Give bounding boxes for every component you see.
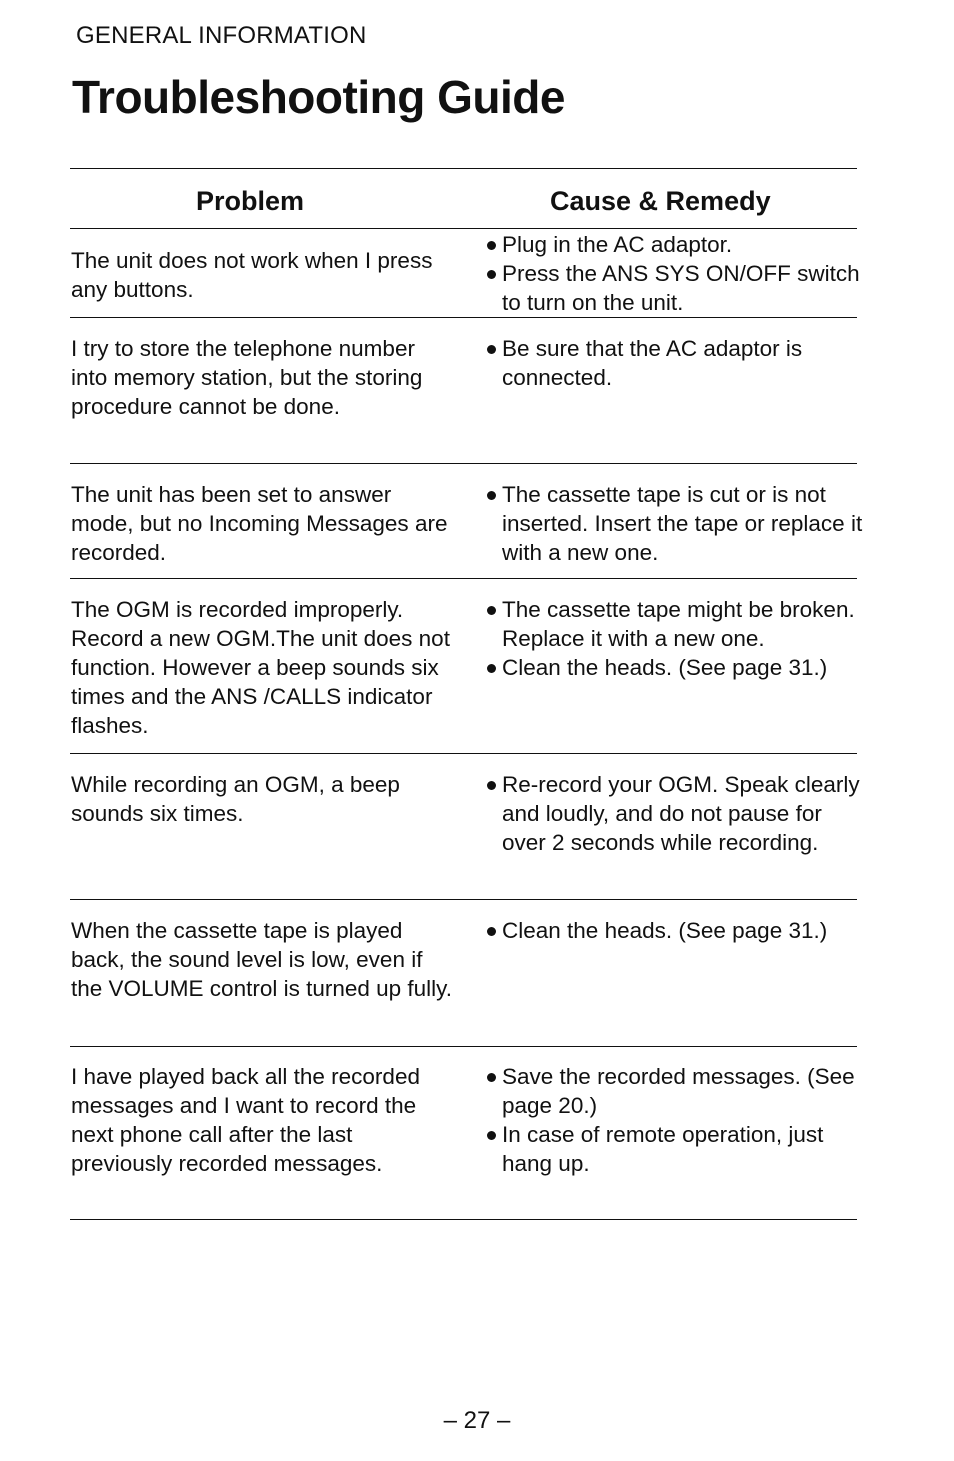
- problem-cell: When the cassette tape is played back, the sound level is low, even if the VOLUME control is turned up fully.: [71, 918, 453, 1001]
- table-row: [70, 229, 860, 317]
- problem-cell: The unit has been set to answer mode, but no Incoming Messages are recorded.: [71, 482, 448, 565]
- cause-remedy-column-header: Cause & Remedy: [550, 186, 771, 216]
- problem-cell: While recording an OGM, a beep sounds six times.: [71, 772, 400, 826]
- remedy-cell: [485, 916, 865, 945]
- page-number: – 27 –: [443, 1407, 511, 1434]
- table-header-row: [70, 169, 857, 228]
- table-row: [70, 900, 857, 1046]
- remedy-cell: [485, 334, 865, 392]
- remedy-cell: [485, 480, 865, 567]
- problem-cell: The unit does not work when I press any buttons.: [71, 248, 433, 302]
- remedy-item: Clean the heads. (See page 31.): [485, 653, 865, 682]
- remedy-item: The cassette tape might be broken. Replace it with a new one.: [485, 595, 865, 653]
- problem-cell: I try to store the telephone number into memory station, but the storing procedure cannot be done.: [71, 336, 423, 419]
- remedy-item: Re-record your OGM. Speak clearly and loudly, and do not pause for over 2 seconds while recording.: [485, 770, 865, 857]
- table-row: [70, 318, 857, 463]
- problem-column-header: Problem: [196, 186, 305, 216]
- table-bottom-rule: [70, 1219, 857, 1220]
- remedy-item: Save the recorded messages. (See page 20.): [485, 1062, 865, 1120]
- remedy-item: In case of remote operation, just hang up.: [485, 1120, 865, 1178]
- troubleshooting-table: [70, 168, 863, 1220]
- table-row: [70, 579, 857, 753]
- remedy-item: Press the ANS SYS ON/OFF switch to turn on the unit.: [485, 259, 865, 317]
- remedy-item: Plug in the AC adaptor.: [485, 230, 865, 259]
- remedy-cell: [485, 770, 865, 857]
- table-row: [70, 754, 860, 899]
- table-row: [70, 464, 863, 578]
- remedy-item: Be sure that the AC adaptor is connected.: [485, 334, 865, 392]
- remedy-item: The cassette tape is cut or is not inserted. Insert the tape or replace it with a new one.: [485, 480, 865, 567]
- table-row: [70, 1047, 857, 1219]
- problem-cell: The OGM is recorded improperly. Record a new OGM.The unit does not function. However a beep sounds six times and the ANS /CALLS indicator flashes.: [71, 597, 450, 738]
- page-title: Troubleshooting Guide: [72, 71, 565, 123]
- remedy-item: Clean the heads. (See page 31.): [485, 916, 865, 945]
- section-label: GENERAL INFORMATION: [76, 22, 367, 49]
- remedy-cell: [485, 230, 865, 317]
- remedy-cell: [485, 595, 865, 682]
- problem-cell: I have played back all the recorded messages and I want to record the next phone call after the last previously recorded messages.: [71, 1064, 420, 1176]
- remedy-cell: [485, 1062, 865, 1178]
